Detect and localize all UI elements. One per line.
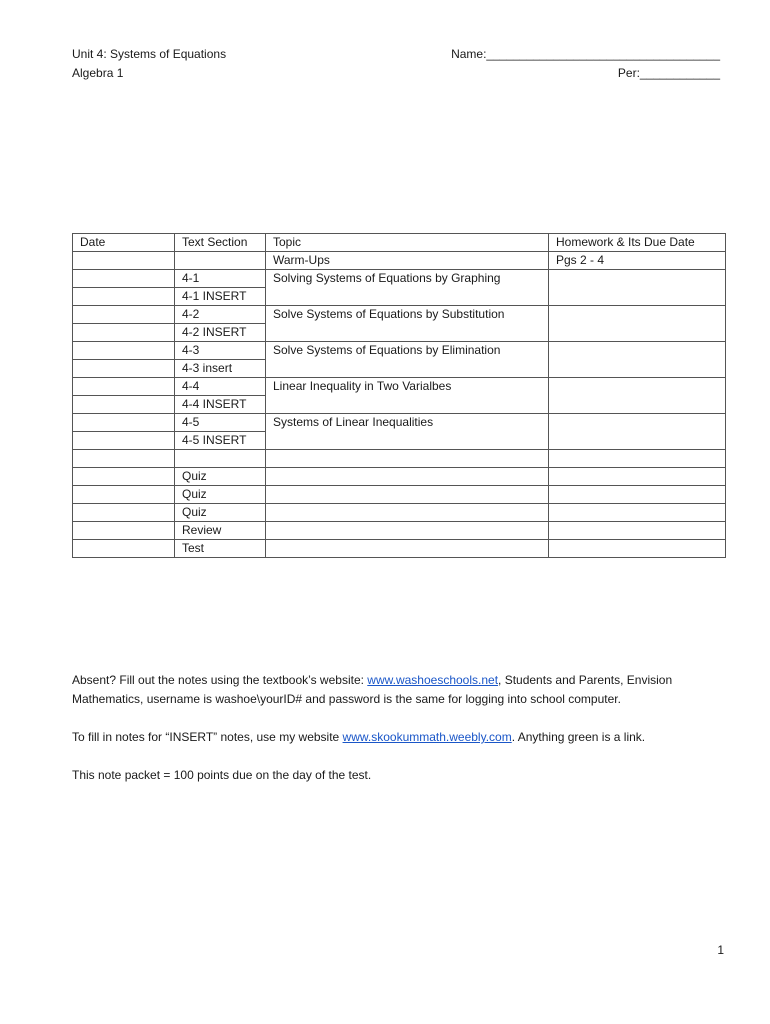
- topic-cell: Systems of Linear Inequalities: [266, 414, 549, 450]
- date-cell: [73, 342, 175, 360]
- topic-cell: [266, 450, 549, 468]
- section-cell: 4-3: [175, 342, 266, 360]
- header-homework: Homework & Its Due Date: [549, 234, 726, 252]
- insert-text: To fill in notes for “INSERT” notes, use my website: [72, 730, 343, 744]
- section-cell: Test: [175, 540, 266, 558]
- unit-title: Unit 4: Systems of Equations: [72, 47, 227, 61]
- date-cell: [73, 522, 175, 540]
- section-cell: 4-4: [175, 378, 266, 396]
- table-row: [73, 468, 726, 486]
- homework-cell: [549, 306, 726, 342]
- section-cell: [175, 252, 266, 270]
- section-cell: Quiz: [175, 468, 266, 486]
- table-row: [73, 252, 726, 270]
- course-name: Algebra 1: [72, 66, 124, 80]
- insert-note: [72, 728, 722, 747]
- date-cell: [73, 504, 175, 522]
- section-cell: 4-1 INSERT: [175, 288, 266, 306]
- date-cell: [73, 306, 175, 324]
- homework-cell: [549, 414, 726, 450]
- homework-cell: [549, 342, 726, 378]
- topic-cell: Solve Systems of Equations by Substitution: [266, 306, 549, 342]
- section-cell: 4-4 INSERT: [175, 396, 266, 414]
- absent-note: [72, 671, 722, 709]
- topic-cell: [266, 522, 549, 540]
- topic-cell: [266, 504, 549, 522]
- date-cell: [73, 378, 175, 396]
- homework-cell: [549, 504, 726, 522]
- topic-cell: [266, 468, 549, 486]
- header-topic: Topic: [266, 234, 549, 252]
- section-cell: 4-5 INSERT: [175, 432, 266, 450]
- table-row: [73, 504, 726, 522]
- date-cell: [73, 270, 175, 288]
- table-row: [73, 342, 726, 360]
- table-row: [73, 378, 726, 396]
- name-field[interactable]: Name:___________________________________: [451, 47, 720, 61]
- homework-cell: [549, 468, 726, 486]
- section-cell: Quiz: [175, 504, 266, 522]
- section-cell: 4-1: [175, 270, 266, 288]
- section-cell: 4-3 insert: [175, 360, 266, 378]
- textbook-website-link[interactable]: www.washoeschools.net: [367, 673, 499, 687]
- topic-cell: Solving Systems of Equations by Graphing: [266, 270, 549, 306]
- date-cell: [73, 486, 175, 504]
- homework-cell: [549, 540, 726, 558]
- topic-cell: [266, 486, 549, 504]
- section-cell: [175, 450, 266, 468]
- date-cell: [73, 414, 175, 432]
- section-cell: 4-5: [175, 414, 266, 432]
- section-cell: Quiz: [175, 486, 266, 504]
- date-cell: [73, 324, 175, 342]
- header-text-section: Text Section: [175, 234, 266, 252]
- table-header-row: [73, 234, 726, 252]
- teacher-website-link[interactable]: www.skookummath.weebly.com: [342, 730, 512, 744]
- insert-text-continued: . Anything green is a link.: [511, 730, 646, 744]
- homework-cell: Pgs 2 - 4: [549, 252, 726, 270]
- section-cell: 4-2 INSERT: [175, 324, 266, 342]
- header-date: Date: [73, 234, 175, 252]
- table-row: [73, 270, 726, 288]
- topic-cell: [266, 540, 549, 558]
- period-field[interactable]: Per:____________: [617, 66, 720, 80]
- date-cell: [73, 432, 175, 450]
- homework-cell: [549, 522, 726, 540]
- section-cell: Review: [175, 522, 266, 540]
- absent-text-continued: , Students and Parents, Envision Mathematics, username is washoe\yourID# and password is the same for logging into school computer.: [72, 673, 673, 706]
- homework-cell: [549, 270, 726, 306]
- homework-cell: [549, 486, 726, 504]
- table-row: [73, 450, 726, 468]
- topic-cell: Warm-Ups: [266, 252, 549, 270]
- schedule-table: [72, 233, 726, 558]
- table-row: [73, 486, 726, 504]
- table-row: [73, 414, 726, 432]
- table-row: [73, 540, 726, 558]
- homework-cell: [549, 450, 726, 468]
- table-row: [73, 522, 726, 540]
- date-cell: [73, 396, 175, 414]
- date-cell: [73, 288, 175, 306]
- topic-cell: Linear Inequality in Two Varialbes: [266, 378, 549, 414]
- homework-cell: [549, 378, 726, 414]
- topic-cell: Solve Systems of Equations by Elimination: [266, 342, 549, 378]
- date-cell: [73, 450, 175, 468]
- date-cell: [73, 252, 175, 270]
- points-note: This note packet = 100 points due on the day of the test.: [72, 768, 372, 782]
- date-cell: [73, 468, 175, 486]
- absent-text: Absent? Fill out the notes using the textbook’s website:: [72, 673, 368, 687]
- date-cell: [73, 540, 175, 558]
- table-row: [73, 306, 726, 324]
- date-cell: [73, 360, 175, 378]
- section-cell: 4-2: [175, 306, 266, 324]
- page-number: 1: [717, 943, 724, 957]
